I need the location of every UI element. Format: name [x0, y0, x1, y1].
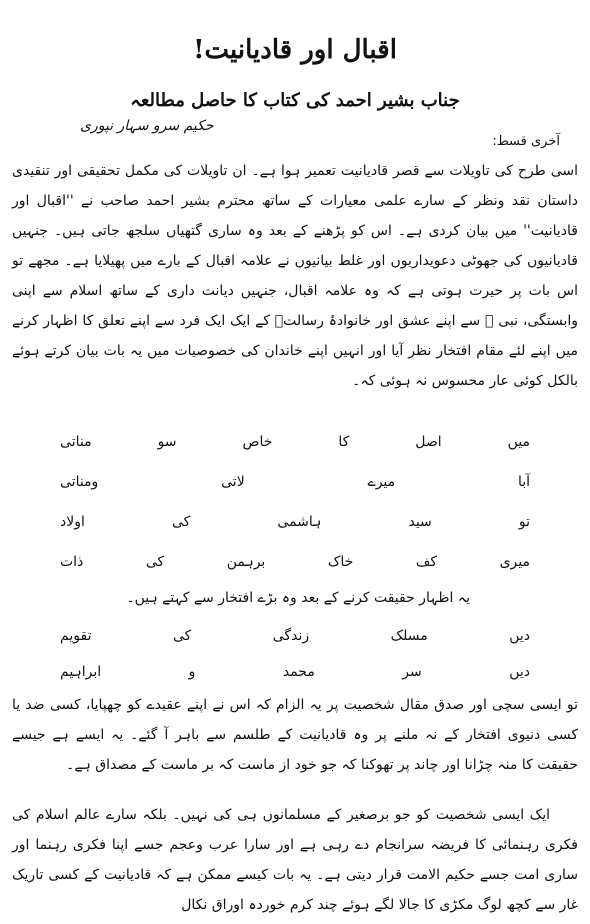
verse-word: میری: [499, 554, 530, 570]
verse-word: مسلک: [390, 628, 428, 644]
verse-word: ہاشمی: [277, 514, 322, 530]
verse-word: برہمن: [226, 554, 266, 570]
article-subtitle: جناب بشیر احمد کی کتاب کا حاصل مطالعہ: [130, 90, 460, 111]
paragraph-1: [12, 156, 578, 396]
paragraph-3: [12, 800, 578, 920]
verse-word: اصل: [415, 434, 442, 450]
verse-word: لاتی: [221, 474, 245, 490]
author-name: حکیم سرو سہار نپوری: [80, 118, 214, 134]
paragraph-2-text: تو ایسی سچی اور صدق مقال شخصیت پر یہ الزام کہ اس نے اپنے عقیدے کو چھپایا، کسی ضد یا کسی دنیوی افتخار کے نہ ملنے پر وہ قادیانیت کے طلسم سے باہر آ گئے۔ یہ ایسے ہے جیسے حقیقت کا منہ چڑانا اور چاند پر تھوکنا کہ جو خود از ماست کہ بر ماست کے مصداق ہے۔: [12, 697, 578, 773]
verse-word: ومناتی: [60, 474, 99, 490]
verse-word: سر: [402, 664, 422, 680]
verse-word: سو: [157, 434, 177, 450]
verse-word: خاک: [327, 554, 354, 570]
couplet-2: [60, 618, 530, 690]
verse-word: کی: [145, 554, 165, 570]
verse-line: [60, 502, 530, 542]
couplet-1: [60, 422, 530, 582]
verse-word: میں: [507, 434, 530, 450]
verse-word: ذات: [60, 554, 84, 570]
transition-line: یہ اظہار حقیقت کرنے کے بعد وہ بڑے افتخار سے کہتے ہیں۔: [126, 590, 470, 606]
verse-line: [60, 542, 530, 582]
verse-word: آبا: [517, 474, 530, 490]
verse-word: تو: [518, 514, 530, 530]
verse-word: خاص: [242, 434, 273, 450]
verse-word: دیں: [509, 628, 530, 644]
verse-line: [60, 422, 530, 462]
verse-line: [60, 618, 530, 654]
article-title: اقبال اور قادیانیت!: [193, 35, 397, 65]
installment-label: آخری قسط:: [492, 134, 560, 149]
verse-word: زندگی: [272, 628, 310, 644]
verse-word: کف: [415, 554, 438, 570]
verse-word: دیں: [509, 664, 530, 680]
verse-word: کی: [172, 514, 191, 530]
paragraph-3-text: ایک ایسی شخصیت کو جو برصغیر کے مسلمانوں ہی کی نہیں۔ بلکہ سارے عالم اسلام کی فکری رہنمائی کا فریضہ سرانجام دے رہی ہے اور سارا عرب وعجم جسے اپنا فکری رہنما اور ساری امت جسے حکیم الامت قرار دیتی ہے۔ یہ بات کیسے ممکن ہے کہ قادیانیت کے کسی تاریک غار سے کچھ لوگ مکڑی کا جالا لگے ہوئے چند کرم خوردہ اوراق نکال: [12, 807, 578, 913]
verse-word: ابراہیم: [60, 664, 102, 680]
verse-word: مناتی: [60, 434, 92, 450]
verse-line: [60, 654, 530, 690]
verse-word: کا: [338, 434, 350, 450]
verse-word: کی: [172, 628, 192, 644]
paragraph-1-text: اسی طرح کی تاویلات سے قصر قادیانیت تعمیر ہوا ہے۔ ان تاویلات کی مکمل تحقیقی اور تنقیدی داستان نقد ونظر کے سارے علمی معیارات کے ساتھ محترم بشیر احمد صاحب نے ''اقبال اور قادیانیت'' میں بیان کردی ہے۔ اس کو پڑھنے کے بعد وہ ساری گتھیاں سلجھ جاتی ہیں۔ جنہیں قادیانیوں کی جھوٹی دعویداریوں اور غلط بیانیوں نے علامہ اقبال کے بارے میں پھیلایا ہے۔ مجھے تو اس بات پر حیرت ہوتی ہے کہ وہ علامہ اقبال، جنہیں دیانت داری کے ساتھ اسلام سے اپنی وابستگی، نبی ﷺ سے اپنے عشق اور خانوادۂ رسالتؐ کے ایک ایک فرد سے اپنے تعلق کا اظہار کرنے میں اپنے لئے مقام افتخار نظر آیا اور انہیں اپنے خاندان کی خصوصیات میں یہ بات بیان کرتے ہوئے بالکل کوئی عار محسوس نہ ہوئی کہ۔: [12, 163, 578, 389]
paragraph-2: [12, 690, 578, 780]
verse-word: و: [188, 664, 196, 680]
verse-line: [60, 462, 530, 502]
verse-word: تقویم: [60, 628, 92, 644]
verse-word: محمد: [282, 664, 315, 680]
byline: [20, 118, 570, 154]
verse-word: اولاد: [60, 514, 85, 530]
verse-word: میرے: [367, 474, 396, 490]
verse-word: سید: [408, 514, 432, 530]
